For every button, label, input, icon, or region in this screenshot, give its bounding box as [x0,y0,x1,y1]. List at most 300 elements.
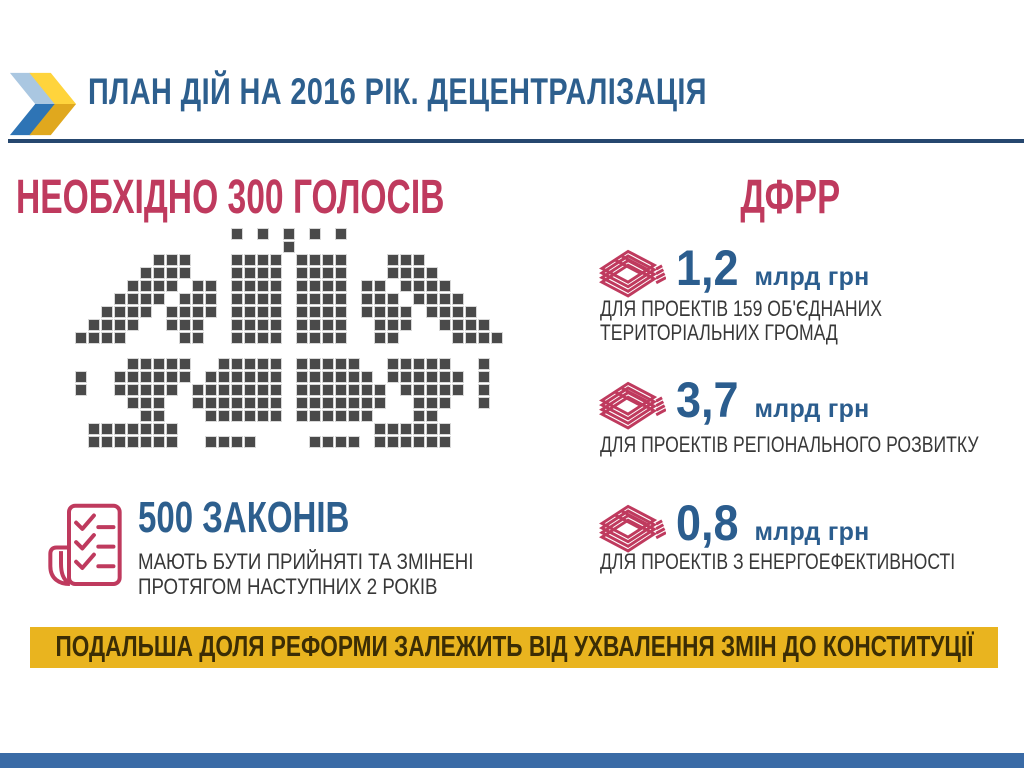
seat-square [387,371,399,383]
seat-square [439,306,451,318]
seat-gap [452,436,465,449]
seat-square [374,423,386,435]
seat-gap [296,436,309,449]
seat-square [322,410,334,422]
seat-square [478,319,490,331]
seat-square [166,358,178,370]
seat-square [322,397,334,409]
seat-gap [166,332,179,345]
seat-gap [192,358,205,371]
seat-gap [361,228,374,241]
seat-gap [400,397,413,410]
seat-gap [465,280,478,293]
seat-square [387,267,399,279]
seat-gap [452,410,465,423]
seat-square [387,358,399,370]
seat-square [387,293,399,305]
seat-square [348,436,360,448]
seat-gap [465,254,478,267]
seat-square [426,410,438,422]
seat-gap [166,293,179,306]
seat-gap [452,345,465,358]
seat-square [400,267,412,279]
seat-square [322,436,334,448]
seat-gap [413,241,426,254]
seat-gap [348,267,361,280]
seat-gap [465,241,478,254]
seat-square [439,423,451,435]
seat-square [140,423,152,435]
seat-gap [205,358,218,371]
seat-square [218,397,230,409]
seat-square [244,384,256,396]
seat-gap [205,332,218,345]
seat-square [257,293,269,305]
seat-gap [335,423,348,436]
seat-gap [205,345,218,358]
item-caption: ДЛЯ ПРОЕКТІВ РЕГІОНАЛЬНОГО РОЗВИТКУ [600,432,979,457]
seat-gap [88,345,101,358]
seat-square [127,384,139,396]
seat-gap [335,241,348,254]
seat-gap [179,241,192,254]
seat-gap [218,254,231,267]
seat-gap [127,228,140,241]
seat-gap [114,410,127,423]
seat-square [452,319,464,331]
seat-square [335,254,347,266]
seat-gap [452,423,465,436]
seat-gap [452,358,465,371]
seat-square [218,358,230,370]
seat-gap [127,332,140,345]
seat-gap [309,423,322,436]
seat-square [335,293,347,305]
seat-square [413,384,425,396]
seat-square [127,306,139,318]
checklist-icon [45,498,125,598]
seat-square [140,293,152,305]
seat-gap [88,306,101,319]
seat-gap [491,384,504,397]
seat-gap [309,241,322,254]
seat-square [205,384,217,396]
seat-gap [374,267,387,280]
seat-square [218,371,230,383]
seat-gap [192,423,205,436]
seat-square [374,306,386,318]
seat-gap [75,254,88,267]
seat-square [192,332,204,344]
double-chevron-logo [8,70,78,138]
seat-square [348,410,360,422]
laws-caption: МАЮТЬ БУТИ ПРИЙНЯТІ ТА ЗМІНЕНІ ПРОТЯГОМ НАСТУПНИХ 2 РОКІВ [138,549,474,599]
seat-gap [257,241,270,254]
seat-gap [465,397,478,410]
seat-square [270,267,282,279]
amount-unit: млрд грн [754,263,870,291]
seat-gap [127,345,140,358]
seat-square [322,267,334,279]
dfrr-item-communities [598,240,1024,345]
seat-gap [439,267,452,280]
seat-gap [192,345,205,358]
seat-square [413,267,425,279]
seat-square [478,397,490,409]
seat-gap [452,254,465,267]
seat-square [400,306,412,318]
seat-gap [283,280,296,293]
seat-gap [465,436,478,449]
seat-gap [361,436,374,449]
seat-gap [179,423,192,436]
seat-gap [127,410,140,423]
seat-square [244,319,256,331]
seat-square [413,358,425,370]
seat-square [413,293,425,305]
seat-square [439,436,451,448]
seat-square [205,410,217,422]
seat-gap [101,371,114,384]
seat-gap [439,345,452,358]
seat-gap [465,384,478,397]
seat-square [218,410,230,422]
seat-gap [348,306,361,319]
seat-gap [296,228,309,241]
seat-gap [244,228,257,241]
seat-gap [270,228,283,241]
seat-gap [465,228,478,241]
seat-gap [192,241,205,254]
seat-square [452,332,464,344]
seat-gap [75,423,88,436]
amount-value: 0,8 [676,495,739,551]
seat-square [309,371,321,383]
seat-gap [491,293,504,306]
seat-square [140,410,152,422]
seat-square [166,319,178,331]
seat-square [231,410,243,422]
money-stack-icon [598,243,666,303]
seat-gap [309,345,322,358]
seat-square [153,423,165,435]
seat-square [335,371,347,383]
seat-gap [374,254,387,267]
money-stack-icon [598,375,666,435]
page-title: ПЛАН ДІЙ НА 2016 РІК. ДЕЦЕНТРАЛІЗАЦІЯ [88,71,707,112]
seat-gap [205,319,218,332]
seat-square [439,293,451,305]
seat-gap [192,228,205,241]
seat-square [140,384,152,396]
seat-square [166,384,178,396]
seat-gap [283,345,296,358]
seat-gap [75,228,88,241]
seat-square [179,319,191,331]
seat-square [296,319,308,331]
seat-square [179,254,191,266]
seat-gap [75,280,88,293]
seat-gap [465,371,478,384]
seat-gap [166,241,179,254]
seat-gap [140,319,153,332]
seat-gap [491,345,504,358]
seat-gap [283,397,296,410]
seat-square [374,332,386,344]
seat-gap [101,358,114,371]
seat-square [153,254,165,266]
seat-gap [101,345,114,358]
seat-square [335,397,347,409]
seat-square [166,371,178,383]
seat-square [153,397,165,409]
seat-gap [283,436,296,449]
seat-square [205,397,217,409]
seat-square [335,319,347,331]
seat-square [257,254,269,266]
seat-square [413,371,425,383]
seat-gap [335,345,348,358]
seat-gap [374,410,387,423]
seat-square [374,280,386,292]
seat-square [296,267,308,279]
seat-gap [166,345,179,358]
seat-gap [478,241,491,254]
seat-square [270,293,282,305]
seat-square [101,319,113,331]
seat-gap [426,319,439,332]
seat-square [244,306,256,318]
item-caption: ДЛЯ ПРОЕКТІВ З ЕНЕРГОЕФЕКТИВНОСТІ [600,549,956,574]
seat-gap [101,280,114,293]
seat-gap [114,267,127,280]
seat-square [153,410,165,422]
seat-gap [491,267,504,280]
seat-square [283,228,295,240]
title-divider [8,139,1024,143]
seat-square [348,358,360,370]
dfrr-item-energy [598,495,1024,574]
seat-square [101,306,113,318]
votes-heading: НЕОБХІДНО 300 ГОЛОСІВ [16,171,445,224]
seat-gap [322,345,335,358]
seat-gap [361,254,374,267]
seat-square [400,436,412,448]
seat-square [231,371,243,383]
seat-gap [283,267,296,280]
seat-gap [322,423,335,436]
seat-gap [452,397,465,410]
seat-square [166,267,178,279]
seat-gap [218,241,231,254]
seat-square [478,358,490,370]
seat-square [205,293,217,305]
seat-gap [205,241,218,254]
seat-gap [153,345,166,358]
seat-square [218,436,230,448]
seat-gap [88,358,101,371]
seat-gap [283,423,296,436]
seat-gap [491,254,504,267]
seat-gap [231,423,244,436]
seat-square [75,371,87,383]
seat-gap [179,436,192,449]
seat-square [309,254,321,266]
seat-square [400,280,412,292]
seat-square [179,267,191,279]
seat-gap [348,345,361,358]
seat-gap [75,397,88,410]
seat-square [374,436,386,448]
seat-square [309,267,321,279]
seat-gap [231,345,244,358]
seat-gap [283,254,296,267]
seat-gap [387,241,400,254]
seat-square [127,358,139,370]
seat-gap [348,332,361,345]
seat-square [270,332,282,344]
seat-gap [452,228,465,241]
seat-square [205,371,217,383]
seat-square [322,371,334,383]
seat-gap [361,332,374,345]
seat-gap [465,410,478,423]
seat-gap [257,436,270,449]
seat-gap [400,241,413,254]
seat-square [309,228,321,240]
seat-square [88,319,100,331]
seat-gap [153,228,166,241]
seat-gap [439,332,452,345]
seat-gap [491,280,504,293]
seat-gap [348,423,361,436]
seat-square [426,397,438,409]
seat-square [101,423,113,435]
seat-square [179,293,191,305]
seat-square [309,293,321,305]
seat-square [114,306,126,318]
seat-gap [192,436,205,449]
seat-gap [400,293,413,306]
seat-gap [452,280,465,293]
seat-square [127,436,139,448]
amount-value: 1,2 [676,240,739,296]
seat-square [335,410,347,422]
seat-gap [75,319,88,332]
seat-gap [218,345,231,358]
seat-gap [166,228,179,241]
seat-square [309,436,321,448]
seat-gap [270,241,283,254]
seat-gap [426,345,439,358]
seat-square [140,397,152,409]
seat-square [361,397,373,409]
seat-gap [439,241,452,254]
seat-square [231,358,243,370]
amount [676,240,870,296]
seat-square [257,228,269,240]
seat-square [127,280,139,292]
seat-square [348,384,360,396]
seat-gap [127,267,140,280]
seat-square [322,319,334,331]
seat-gap [88,397,101,410]
seat-square [231,384,243,396]
seat-square [309,384,321,396]
seat-gap [88,384,101,397]
seat-square [361,306,373,318]
seat-gap [231,241,244,254]
seat-square [270,280,282,292]
seat-square [205,280,217,292]
footer-bar [0,753,1024,768]
seat-square [335,280,347,292]
seat-gap [296,423,309,436]
seat-gap [361,319,374,332]
dfrr-item-regional [598,372,1024,457]
seat-square [361,410,373,422]
seat-square [257,267,269,279]
seat-square [387,306,399,318]
seat-gap [465,345,478,358]
seat-square [270,319,282,331]
seat-gap [205,254,218,267]
seat-square [205,436,217,448]
seat-square [257,384,269,396]
seat-square [114,423,126,435]
seat-gap [465,293,478,306]
seat-gap [439,410,452,423]
seat-gap [153,306,166,319]
seat-square [127,371,139,383]
seat-gap [75,241,88,254]
seat-square [335,306,347,318]
seat-gap [400,228,413,241]
seat-square [166,436,178,448]
seat-square [400,384,412,396]
seat-square [166,280,178,292]
seat-gap [88,410,101,423]
seat-gap [426,241,439,254]
seat-square [335,267,347,279]
seat-square [439,280,451,292]
seat-gap [374,241,387,254]
seat-square [426,358,438,370]
seat-square [296,410,308,422]
seat-gap [283,358,296,371]
seat-gap [387,345,400,358]
seat-gap [361,423,374,436]
seat-gap [101,293,114,306]
seat-gap [101,267,114,280]
seat-gap [348,228,361,241]
seat-square [244,293,256,305]
seat-square [166,254,178,266]
seat-square [244,254,256,266]
seat-gap [361,241,374,254]
seat-square [387,423,399,435]
seat-gap [179,228,192,241]
seat-gap [88,228,101,241]
seat-square [270,358,282,370]
seat-square [400,358,412,370]
seat-gap [283,293,296,306]
constitution-banner [30,627,998,668]
seat-gap [88,241,101,254]
seat-gap [413,306,426,319]
seat-square [270,306,282,318]
seat-square [309,332,321,344]
